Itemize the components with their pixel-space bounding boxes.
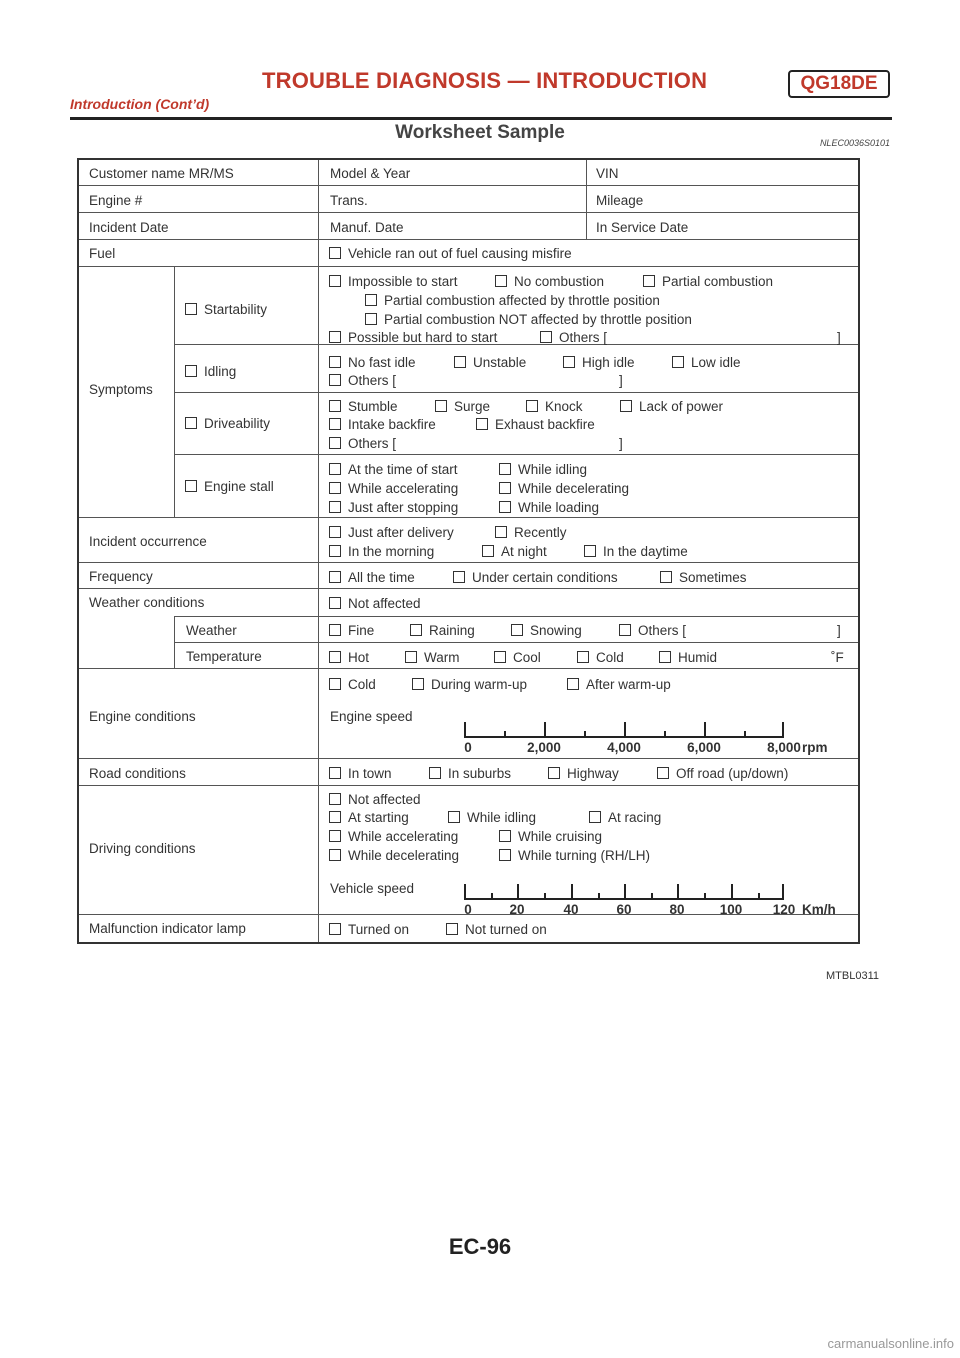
while-turning-option: While turning (RH/LH) bbox=[518, 848, 651, 863]
stall-while-decel-option: While decelerating bbox=[518, 481, 630, 496]
scale-major-tick bbox=[782, 722, 784, 738]
scale-tick-label: 120 bbox=[772, 902, 796, 917]
scale-minor-tick bbox=[758, 893, 760, 900]
off-road-option: Off road (up/down) bbox=[676, 766, 789, 781]
scale-tick-label: 0 bbox=[464, 902, 472, 917]
idling-others-checkbox[interactable] bbox=[329, 374, 341, 386]
warm-checkbox[interactable] bbox=[405, 651, 417, 663]
customer-name-label: Customer name MR/MS bbox=[89, 166, 234, 181]
in-town-option: In town bbox=[348, 766, 392, 781]
fuel-misfire-checkbox[interactable] bbox=[329, 247, 341, 259]
partial-combustion-checkbox[interactable] bbox=[643, 275, 655, 287]
startability-others-option: Others [ bbox=[559, 330, 608, 345]
cold-checkbox[interactable] bbox=[577, 651, 589, 663]
scale-major-tick bbox=[731, 884, 733, 900]
possible-hard-start-checkbox[interactable] bbox=[329, 331, 341, 343]
knock-option: Knock bbox=[545, 399, 583, 414]
weather-others-close: ] bbox=[837, 623, 841, 638]
idling-checkbox[interactable] bbox=[185, 365, 197, 377]
stumble-option: Stumble bbox=[348, 399, 398, 414]
fine-checkbox[interactable] bbox=[329, 624, 341, 636]
driveability-checkbox[interactable] bbox=[185, 417, 197, 429]
humid-checkbox[interactable] bbox=[659, 651, 671, 663]
scale-major-tick bbox=[624, 722, 626, 738]
row-divider bbox=[79, 517, 858, 518]
worksheet-code: NLEC0036S0101 bbox=[819, 138, 890, 148]
driving-while-idling-option: While idling bbox=[467, 810, 537, 825]
engine-stall-label: Engine stall bbox=[204, 479, 274, 494]
after-delivery-checkbox[interactable] bbox=[329, 526, 341, 538]
warm-option: Warm bbox=[424, 650, 460, 665]
row-divider bbox=[79, 266, 858, 267]
mileage-label: Mileage bbox=[596, 193, 644, 208]
row-divider bbox=[79, 212, 858, 213]
vin-label: VIN bbox=[596, 166, 619, 181]
stall-while-decel-checkbox[interactable] bbox=[499, 482, 511, 494]
scale-major-tick bbox=[464, 884, 466, 900]
after-warm-up-option: After warm-up bbox=[586, 677, 671, 692]
page-number: EC-96 bbox=[448, 1234, 512, 1259]
scale-minor-tick bbox=[651, 893, 653, 900]
mil-on-option: Turned on bbox=[348, 922, 410, 937]
high-idle-option: High idle bbox=[582, 355, 635, 370]
knock-checkbox[interactable] bbox=[526, 400, 538, 412]
surge-checkbox[interactable] bbox=[435, 400, 447, 412]
scale-unit: Km/h bbox=[802, 902, 836, 917]
row-divider bbox=[79, 785, 858, 786]
trans-label: Trans. bbox=[330, 193, 368, 208]
mil-on-checkbox[interactable] bbox=[329, 923, 341, 935]
scale-tick-label: 100 bbox=[719, 902, 743, 917]
unstable-option: Unstable bbox=[473, 355, 527, 370]
service-date-label: In Service Date bbox=[596, 220, 689, 235]
row-divider bbox=[79, 588, 858, 589]
scale-minor-tick bbox=[598, 893, 600, 900]
after-stopping-option: Just after stopping bbox=[348, 500, 459, 515]
manuf-date-label: Manuf. Date bbox=[330, 220, 404, 235]
daytime-checkbox[interactable] bbox=[584, 545, 596, 557]
row-divider bbox=[79, 668, 858, 669]
worksheet-title: Worksheet Sample bbox=[395, 122, 565, 143]
scale-minor-tick bbox=[544, 893, 546, 900]
snowing-checkbox[interactable] bbox=[511, 624, 523, 636]
sometimes-checkbox[interactable] bbox=[660, 571, 672, 583]
header-rule bbox=[70, 117, 892, 120]
stall-while-accel-checkbox[interactable] bbox=[329, 482, 341, 494]
column-divider bbox=[174, 266, 175, 517]
driving-while-decel-option: While decelerating bbox=[348, 848, 460, 863]
driving-while-accel-checkbox[interactable] bbox=[329, 830, 341, 842]
all-the-time-option: All the time bbox=[348, 570, 415, 585]
warm-up-option: During warm-up bbox=[431, 677, 528, 692]
no-combustion-option: No combustion bbox=[514, 274, 605, 289]
partial-throttle-checkbox[interactable] bbox=[365, 294, 377, 306]
figure-code: MTBL0311 bbox=[826, 970, 879, 982]
scale-minor-tick bbox=[704, 893, 706, 900]
daytime-option: In the daytime bbox=[603, 544, 688, 559]
engine-cold-checkbox[interactable] bbox=[329, 678, 341, 690]
exhaust-backfire-checkbox[interactable] bbox=[476, 418, 488, 430]
scale-major-tick bbox=[704, 722, 706, 738]
driving-while-decel-checkbox[interactable] bbox=[329, 849, 341, 861]
highway-option: Highway bbox=[567, 766, 619, 781]
stall-while-idling-checkbox[interactable] bbox=[499, 463, 511, 475]
idling-others-close: ] bbox=[619, 373, 623, 388]
fine-option: Fine bbox=[348, 623, 375, 638]
row-divider bbox=[79, 239, 858, 240]
high-idle-checkbox[interactable] bbox=[563, 356, 575, 368]
vehicle-speed-scale bbox=[464, 878, 836, 917]
after-warm-up-checkbox[interactable] bbox=[567, 678, 579, 690]
driving-while-accel-option: While accelerating bbox=[348, 829, 459, 844]
incident-occurrence-label: Incident occurrence bbox=[89, 534, 207, 549]
temperature-label: Temperature bbox=[186, 649, 262, 664]
road-conditions-label: Road conditions bbox=[89, 766, 186, 781]
driveability-label: Driveability bbox=[204, 416, 271, 431]
lack-of-power-checkbox[interactable] bbox=[620, 400, 632, 412]
engine-stall-checkbox[interactable] bbox=[185, 480, 197, 492]
scale-tick-label: 40 bbox=[563, 902, 579, 917]
while-cruising-option: While cruising bbox=[518, 829, 603, 844]
idling-others-option: Others [ bbox=[348, 373, 397, 388]
model-year-label: Model & Year bbox=[330, 166, 411, 181]
column-divider bbox=[174, 616, 175, 668]
engine-speed-scale bbox=[464, 716, 828, 756]
at-starting-checkbox[interactable] bbox=[329, 811, 341, 823]
while-loading-option: While loading bbox=[518, 500, 600, 515]
weather-conditions-label: Weather conditions bbox=[89, 595, 205, 610]
fuel-label: Fuel bbox=[89, 246, 116, 261]
worksheet-form bbox=[77, 158, 860, 944]
cold-option: Cold bbox=[596, 650, 624, 665]
column-divider bbox=[586, 160, 587, 239]
at-racing-checkbox[interactable] bbox=[589, 811, 601, 823]
scale-tick-label: 20 bbox=[509, 902, 525, 917]
scale-tick-label: 80 bbox=[669, 902, 685, 917]
recently-option: Recently bbox=[514, 525, 567, 540]
in-town-checkbox[interactable] bbox=[329, 767, 341, 779]
frequency-label: Frequency bbox=[89, 569, 153, 584]
row-divider bbox=[174, 454, 858, 455]
startability-others-checkbox[interactable] bbox=[540, 331, 552, 343]
row-divider bbox=[174, 616, 858, 617]
row-divider bbox=[174, 392, 858, 393]
scale-minor-tick bbox=[664, 731, 666, 738]
weather-others-option: Others [ bbox=[638, 623, 687, 638]
scale-tick-label: 2,000 bbox=[527, 740, 561, 755]
warm-up-checkbox[interactable] bbox=[412, 678, 424, 690]
after-delivery-option: Just after delivery bbox=[348, 525, 454, 540]
exhaust-backfire-option: Exhaust backfire bbox=[495, 417, 595, 432]
incident-date-label: Incident Date bbox=[89, 220, 169, 235]
while-turning-checkbox[interactable] bbox=[499, 849, 511, 861]
impossible-start-option: Impossible to start bbox=[348, 274, 458, 289]
sometimes-option: Sometimes bbox=[679, 570, 747, 585]
stall-while-idling-option: While idling bbox=[518, 462, 588, 477]
scale-major-tick bbox=[544, 722, 546, 738]
raining-checkbox[interactable] bbox=[410, 624, 422, 636]
scale-tick-label: 0 bbox=[464, 740, 472, 755]
morning-option: In the morning bbox=[348, 544, 435, 559]
morning-checkbox[interactable] bbox=[329, 545, 341, 557]
engine-number-label: Engine # bbox=[89, 193, 143, 208]
lack-of-power-option: Lack of power bbox=[639, 399, 724, 414]
engine-cold-option: Cold bbox=[348, 677, 376, 692]
at-starting-option: At starting bbox=[348, 810, 409, 825]
driving-while-idling-checkbox[interactable] bbox=[448, 811, 460, 823]
row-divider bbox=[79, 562, 858, 563]
driving-not-affected-checkbox[interactable] bbox=[329, 793, 341, 805]
night-option: At night bbox=[501, 544, 547, 559]
engine-conditions-label: Engine conditions bbox=[89, 709, 196, 724]
no-fast-idle-option: No fast idle bbox=[348, 355, 416, 370]
startability-label: Startability bbox=[204, 302, 268, 317]
weather-others-checkbox[interactable] bbox=[619, 624, 631, 636]
mil-not-on-checkbox[interactable] bbox=[446, 923, 458, 935]
scale-major-tick bbox=[571, 884, 573, 900]
certain-conditions-option: Under certain conditions bbox=[472, 570, 618, 585]
low-idle-option: Low idle bbox=[691, 355, 741, 370]
mil-label: Malfunction indicator lamp bbox=[89, 921, 246, 936]
driveability-others-option: Others [ bbox=[348, 436, 397, 451]
raining-option: Raining bbox=[429, 623, 475, 638]
unstable-checkbox[interactable] bbox=[454, 356, 466, 368]
scale-major-tick bbox=[517, 884, 519, 900]
scale-unit: rpm bbox=[802, 740, 828, 755]
fuel-misfire-option: Vehicle ran out of fuel causing misfire bbox=[348, 246, 572, 261]
impossible-start-checkbox[interactable] bbox=[329, 275, 341, 287]
scale-tick-label: 4,000 bbox=[607, 740, 641, 755]
while-loading-checkbox[interactable] bbox=[499, 501, 511, 513]
section-subtitle: Introduction (Cont’d) bbox=[70, 96, 210, 112]
hot-option: Hot bbox=[348, 650, 370, 665]
scale-minor-tick bbox=[491, 893, 493, 900]
driving-conditions-label: Driving conditions bbox=[89, 841, 196, 856]
column-divider bbox=[318, 160, 319, 942]
weather-not-affected-option: Not affected bbox=[348, 596, 421, 611]
off-road-checkbox[interactable] bbox=[657, 767, 669, 779]
intake-backfire-option: Intake backfire bbox=[348, 417, 436, 432]
highway-checkbox[interactable] bbox=[548, 767, 560, 779]
scale-major-tick bbox=[464, 722, 466, 738]
row-divider bbox=[79, 758, 858, 759]
startability-others-close: ] bbox=[837, 330, 841, 345]
at-start-checkbox[interactable] bbox=[329, 463, 341, 475]
recently-checkbox[interactable] bbox=[495, 526, 507, 538]
cool-option: Cool bbox=[513, 650, 541, 665]
scale-minor-tick bbox=[744, 731, 746, 738]
scale-major-tick bbox=[782, 884, 784, 900]
idling-label: Idling bbox=[204, 364, 237, 379]
scale-major-tick bbox=[677, 884, 679, 900]
surge-option: Surge bbox=[454, 399, 491, 414]
hot-checkbox[interactable] bbox=[329, 651, 341, 663]
night-checkbox[interactable] bbox=[482, 545, 494, 557]
weather-not-affected-checkbox[interactable] bbox=[329, 597, 341, 609]
certain-conditions-checkbox[interactable] bbox=[453, 571, 465, 583]
in-suburbs-option: In suburbs bbox=[448, 766, 512, 781]
startability-checkbox[interactable] bbox=[185, 303, 197, 315]
section-title: TROUBLE DIAGNOSIS — INTRODUCTION bbox=[262, 68, 708, 93]
possible-hard-start-option: Possible but hard to start bbox=[348, 330, 498, 345]
driveability-others-checkbox[interactable] bbox=[329, 437, 341, 449]
engine-code-badge: QG18DE bbox=[788, 70, 890, 98]
no-fast-idle-checkbox[interactable] bbox=[329, 356, 341, 368]
row-divider bbox=[174, 642, 858, 643]
driveability-others-close: ] bbox=[619, 436, 623, 451]
stall-while-accel-option: While accelerating bbox=[348, 481, 459, 496]
weather-label: Weather bbox=[186, 623, 237, 638]
scale-tick-label: 6,000 bbox=[687, 740, 721, 755]
at-racing-option: At racing bbox=[608, 810, 662, 825]
engine-speed-label: Engine speed bbox=[330, 709, 413, 724]
mil-not-on-option: Not turned on bbox=[465, 922, 547, 937]
driving-not-affected-option: Not affected bbox=[348, 792, 421, 807]
all-the-time-checkbox[interactable] bbox=[329, 571, 341, 583]
vehicle-speed-label: Vehicle speed bbox=[330, 881, 415, 896]
cool-checkbox[interactable] bbox=[494, 651, 506, 663]
snowing-option: Snowing bbox=[530, 623, 582, 638]
partial-combustion-option: Partial combustion bbox=[662, 274, 774, 289]
stumble-checkbox[interactable] bbox=[329, 400, 341, 412]
low-idle-checkbox[interactable] bbox=[672, 356, 684, 368]
watermark: carmanualsonline.info bbox=[827, 1336, 954, 1351]
row-divider bbox=[174, 344, 858, 345]
intake-backfire-checkbox[interactable] bbox=[329, 418, 341, 430]
humid-option: Humid bbox=[678, 650, 718, 665]
scale-minor-tick bbox=[504, 731, 506, 738]
in-suburbs-checkbox[interactable] bbox=[429, 767, 441, 779]
partial-throttle-option: Partial combustion affected by throttle position bbox=[384, 293, 660, 308]
partial-not-throttle-option: Partial combustion NOT affected by throttle position bbox=[384, 312, 692, 327]
no-combustion-checkbox[interactable] bbox=[495, 275, 507, 287]
temperature-unit: ˚F bbox=[831, 650, 844, 665]
partial-not-throttle-checkbox[interactable] bbox=[365, 313, 377, 325]
symptoms-label: Symptoms bbox=[89, 382, 153, 397]
while-cruising-checkbox[interactable] bbox=[499, 830, 511, 842]
row-divider bbox=[79, 185, 858, 186]
at-start-option: At the time of start bbox=[348, 462, 458, 477]
scale-tick-label: 8,000 bbox=[767, 740, 801, 755]
after-stopping-checkbox[interactable] bbox=[329, 501, 341, 513]
scale-major-tick bbox=[624, 884, 626, 900]
scale-minor-tick bbox=[584, 731, 586, 738]
scale-tick-label: 60 bbox=[616, 902, 632, 917]
